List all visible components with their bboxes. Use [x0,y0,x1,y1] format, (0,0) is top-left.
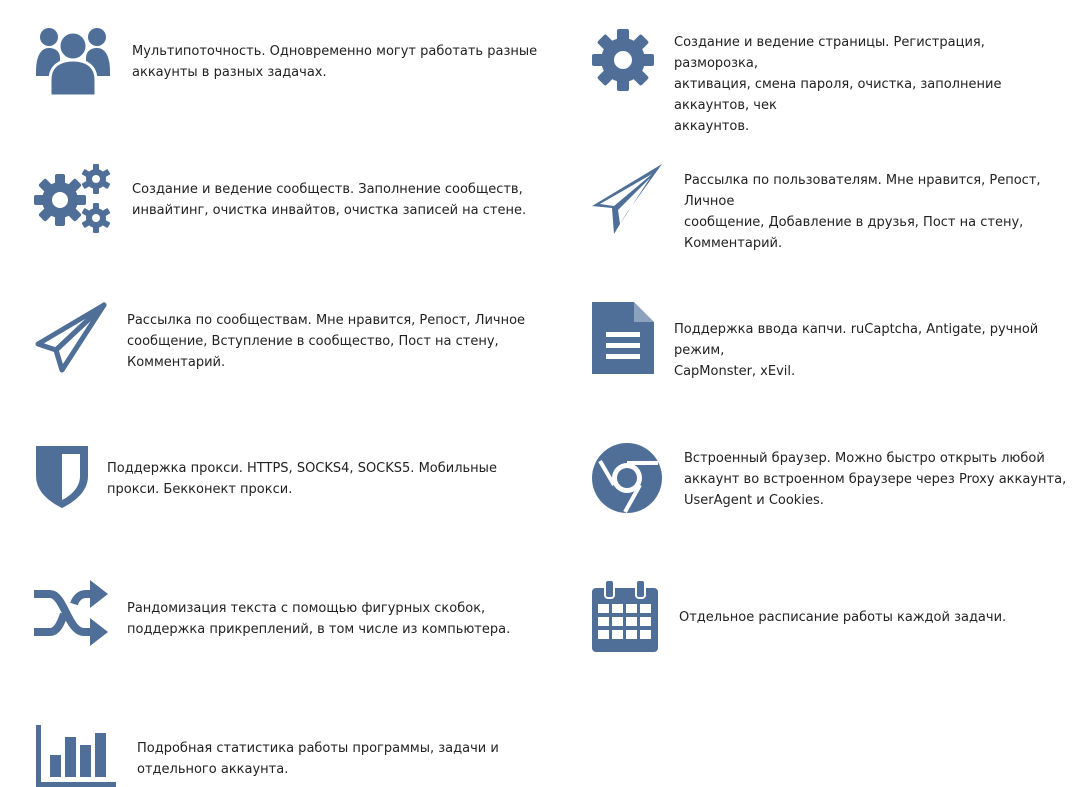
feature-text-line: сообщение, Вступление в сообщество, Пост на стену, [127,334,499,349]
feature-text-line: активация, смена пароля, очистка, заполнение аккаунтов, чек [674,77,1002,113]
feature-text-line: инвайтинг, очистка инвайтов, очистка записей на стене. [132,203,527,218]
feature-text-line: Отдельное расписание работы каждой задачи. [679,610,1007,625]
feature-text-line: CapMonster, xEvil. [674,364,796,379]
feature-text-line: UserAgent и Cookies. [684,493,824,508]
feature-text-line: отдельного аккаунта. [137,762,289,777]
feature-text-line: Встроенный браузер. Можно быстро открыть любой [684,451,1045,466]
feature-text-line: Подробная статистика работы программы, задачи и [137,741,499,756]
paper-plane-outline-icon [34,302,108,374]
shuffle-icon [34,580,108,646]
users-icon [36,24,110,96]
feature-text-line: прокси. Бекконект прокси. [107,482,293,497]
feature-text-line: Создание и ведение страницы. Регистрация, разморозка, [674,35,985,71]
feature-text-line: сообщение, Добавление в друзья, Пост на стену, [684,215,1024,230]
chrome-icon [592,443,662,513]
feature-text-line: Создание и ведение сообществ. Заполнение сообществ, [132,182,523,197]
feature-text-line: аккаунтов. [674,119,750,134]
feature-text-line: Поддержка ввода капчи. ruCaptcha, Antigate, ручной режим, [674,322,1039,358]
feature-text-line: Рассылка по сообществам. Мне нравится, Репост, Личное [127,313,526,328]
calendar-icon [592,580,658,652]
feature-text-line: Рассылка по пользователям. Мне нравится, Репост, Личное [684,173,1041,209]
feature-text-line: Рандомизация текста с помощью фигурных скобок, [127,601,486,616]
feature-text-line: Комментарий. [127,355,226,370]
feature-text-line: аккаунты в разных задачах. [132,65,327,80]
bar-chart-icon [36,725,116,787]
feature-text-line: поддержка прикреплений, в том числе из компьютера. [127,622,511,637]
paper-plane-icon [592,162,664,236]
shield-icon [36,446,88,508]
gears-icon [34,162,112,234]
document-icon [592,302,654,374]
feature-text-line: Комментарий. [684,236,783,251]
feature-text-line: аккаунт во встроенном браузере через Proxy аккаунта, [684,472,1067,487]
feature-text-line: Мультипоточность. Одновременно могут работать разные [132,44,538,59]
gear-icon [592,29,654,91]
feature-text-line: Поддержка прокси. HTTPS, SOCKS4, SOCKS5. Мобильные [107,461,497,476]
